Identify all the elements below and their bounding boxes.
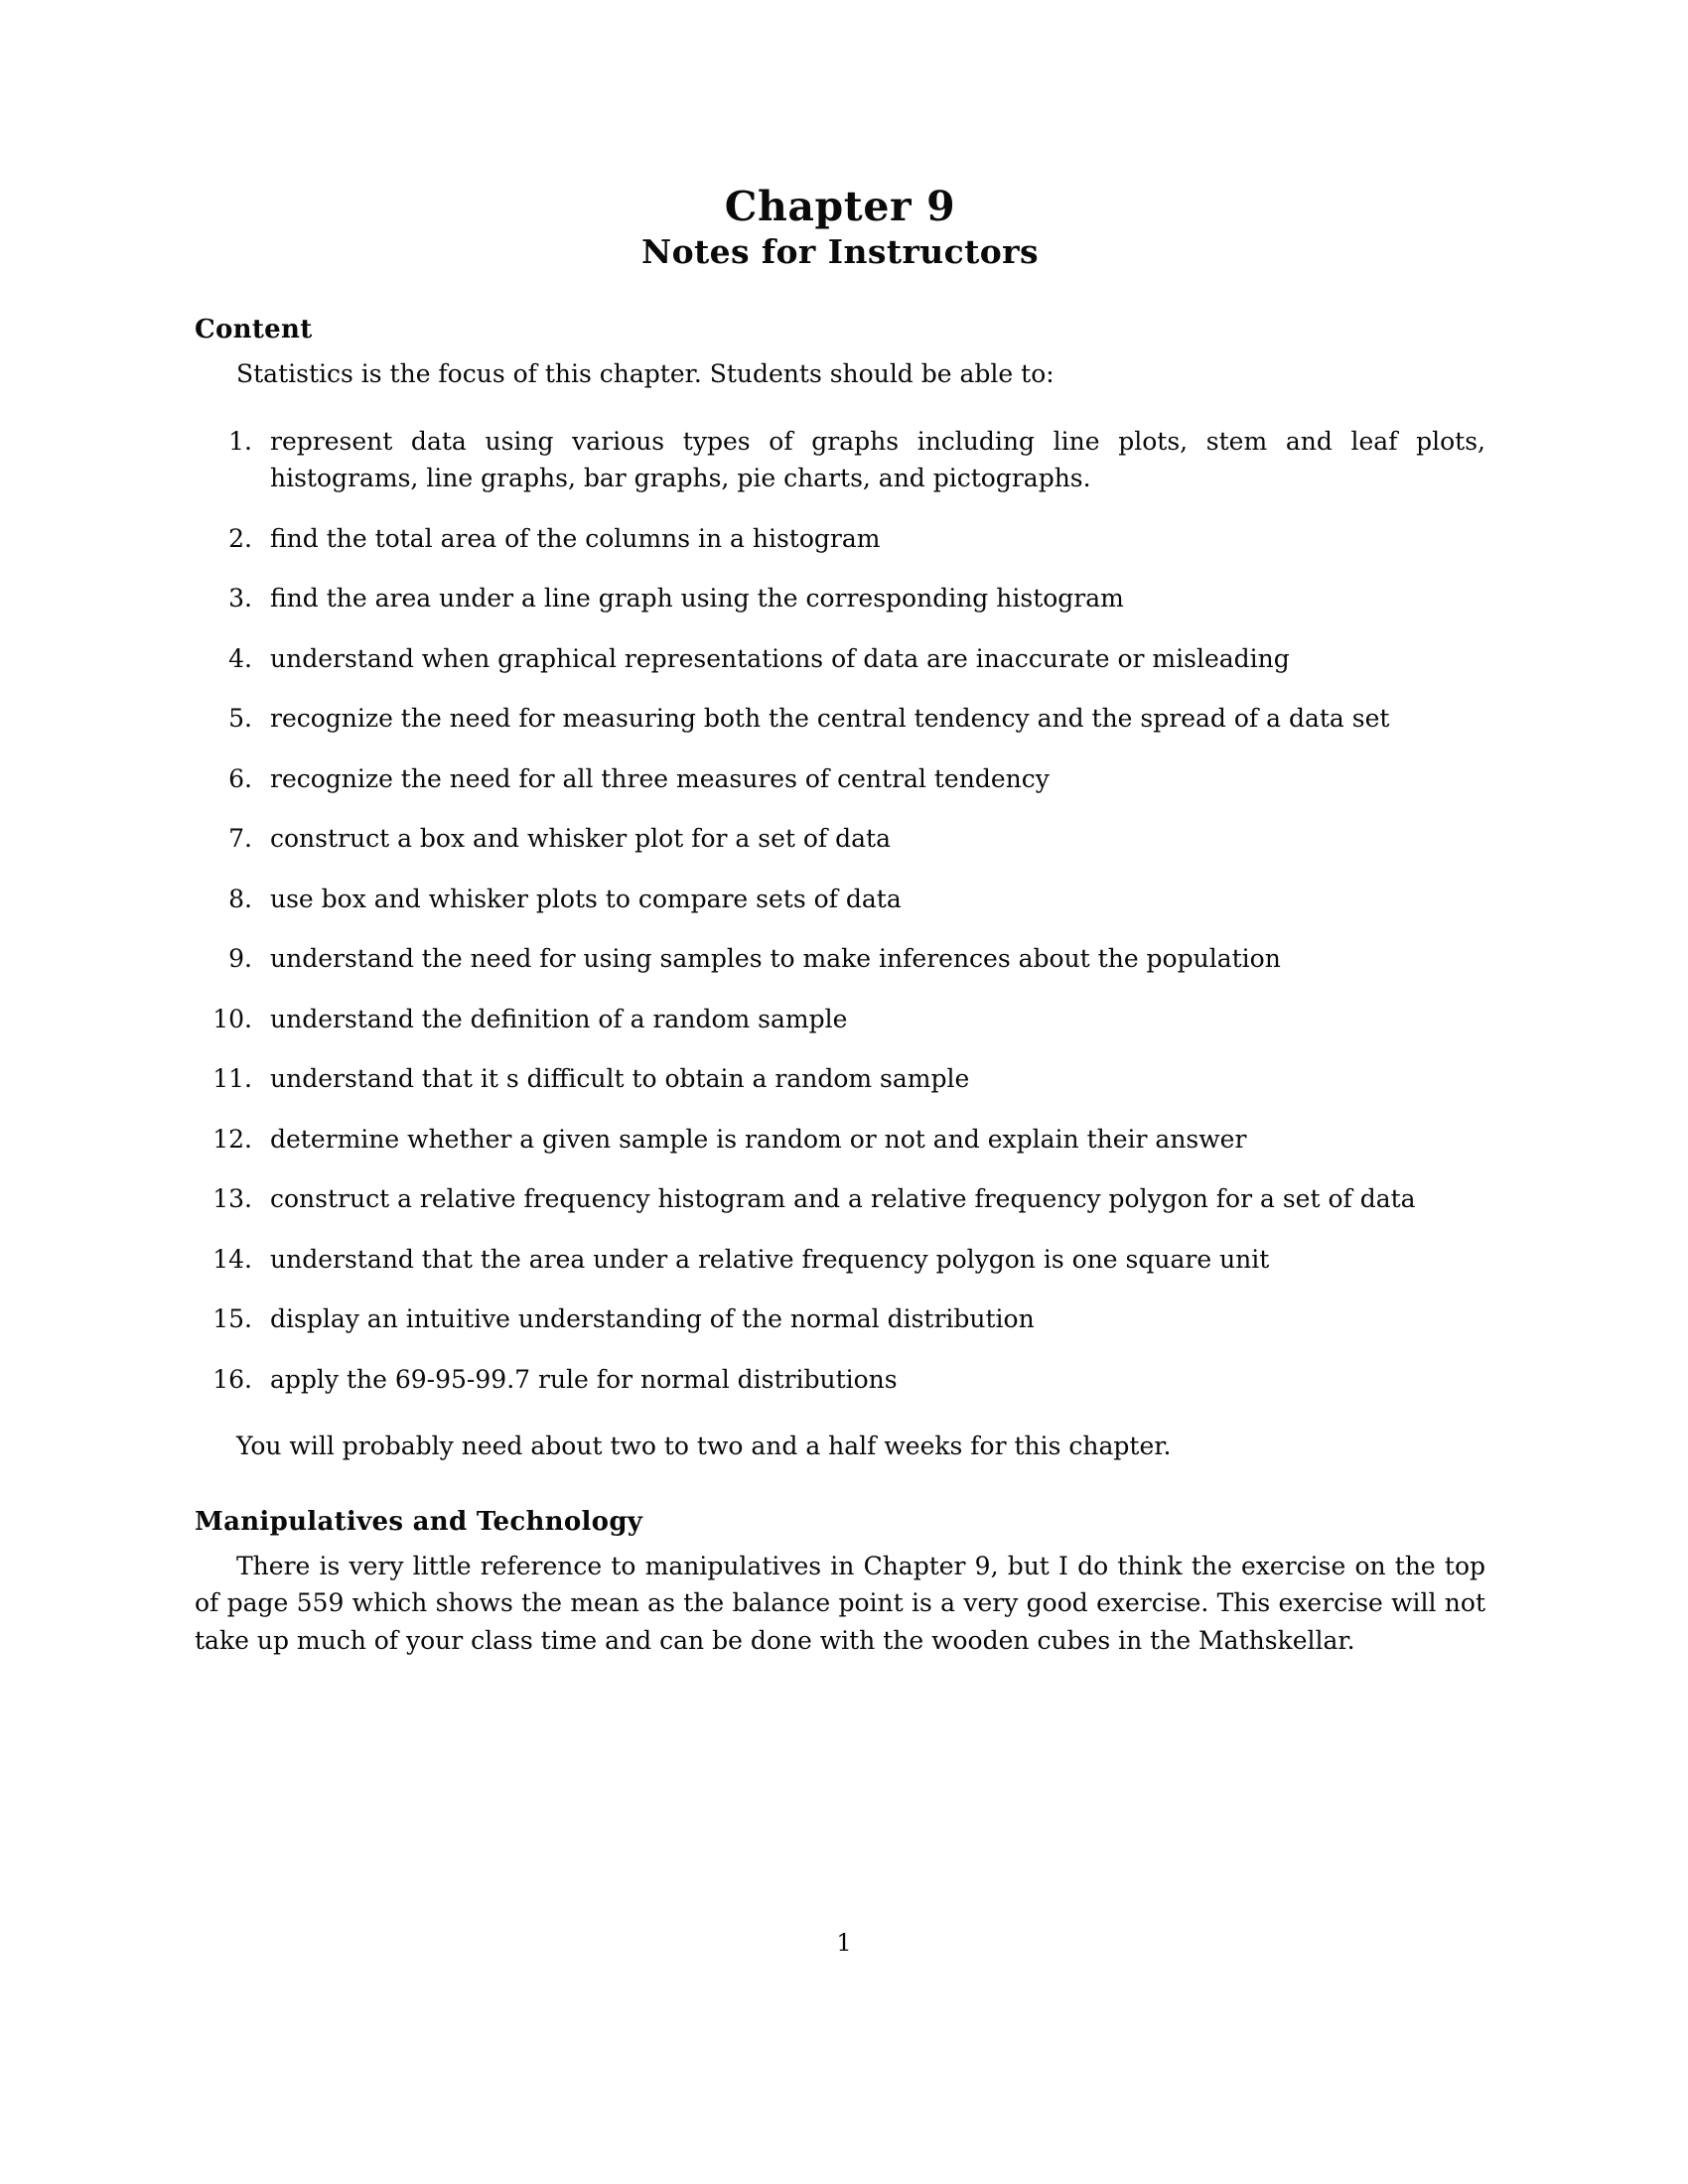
objective-item [195, 640, 1485, 678]
objective-number: 15. [212, 1304, 252, 1334]
objective-item [195, 1361, 1485, 1399]
objective-item [195, 881, 1485, 918]
objective-item [195, 580, 1485, 617]
objective-number: 2. [228, 523, 252, 553]
objective-text: understand the definition of a random sample [270, 1004, 848, 1033]
section-heading-manipulatives-and-technology: Manipulatives and Technology [195, 1506, 643, 1537]
objective-item [195, 1180, 1485, 1218]
objective-text: construct a box and whisker plot for a set of data [270, 824, 891, 854]
content-closing-paragraph: You will probably need about two to two and a half weeks for this chapter. [236, 1432, 1172, 1461]
objective-text: understand that the area under a relative frequency polygon is one square unit [270, 1244, 1270, 1274]
objectives-list [195, 423, 1485, 1399]
document-content-column [195, 185, 1485, 1659]
objective-text: represent data using various types of graphs including line plots, stem and leaf plots, histograms, line graphs, bar graphs, pie charts, and pictographs. [270, 426, 1485, 493]
objective-item [195, 520, 1485, 558]
objective-item [195, 423, 1485, 497]
content-intro-paragraph: Statistics is the focus of this chapter. Students should be able to: [236, 359, 1055, 389]
objective-text: understand the need for using samples to make inferences about the population [270, 944, 1281, 974]
objective-text: determine whether a given sample is random or not and explain their answer [270, 1124, 1247, 1154]
objective-number: 14. [212, 1244, 252, 1274]
objective-text: understand when graphical representations of data are inaccurate or misleading [270, 643, 1290, 673]
document-subtitle: Notes for Instructors [641, 231, 1039, 271]
manipulatives-paragraph: There is very little reference to manipulatives in Chapter 9, but I do think the exercise on the top of page 559 which shows the mean as the balance point is a very good exercise. This exercise will not take up much of your class time and can be done with the wooden cubes in the Mathskellar. [195, 1551, 1485, 1655]
objective-number: 12. [212, 1124, 252, 1154]
objective-text: recognize the need for all three measures of central tendency [270, 763, 1050, 793]
objective-text: find the total area of the columns in a histogram [270, 523, 881, 553]
objective-item [195, 1241, 1485, 1279]
document-title: Chapter 9 [724, 183, 956, 230]
title-block [195, 185, 1485, 271]
objective-item [195, 1001, 1485, 1038]
objective-text: find the area under a line graph using the corresponding histogram [270, 584, 1124, 614]
objective-text: recognize the need for measuring both the central tendency and the spread of a data set [270, 704, 1390, 734]
objective-item [195, 1300, 1485, 1338]
objective-number: 4. [228, 643, 252, 673]
objective-number: 11. [212, 1064, 252, 1094]
objective-number: 13. [212, 1184, 252, 1214]
section-heading-content: Content [195, 314, 313, 344]
objective-number: 1. [228, 426, 252, 456]
objective-item [195, 700, 1485, 738]
objective-item [195, 820, 1485, 858]
objective-text: understand that it s difficult to obtain a random sample [270, 1064, 970, 1094]
objective-item [195, 760, 1485, 798]
objective-number: 16. [212, 1364, 252, 1394]
objective-number: 6. [228, 763, 252, 793]
objective-text: use box and whisker plots to compare sets of data [270, 884, 902, 913]
objective-number: 10. [212, 1004, 252, 1033]
objective-item [195, 940, 1485, 978]
page-number: 1 [836, 1929, 852, 1957]
objective-number: 5. [228, 704, 252, 734]
objective-item [195, 1121, 1485, 1159]
objective-text: apply the 69-95-99.7 rule for normal distributions [270, 1364, 898, 1394]
objective-number: 7. [228, 824, 252, 854]
objective-text: construct a relative frequency histogram and a relative frequency polygon for a set of data [270, 1184, 1416, 1214]
objective-number: 8. [228, 884, 252, 913]
objective-text: display an intuitive understanding of the normal distribution [270, 1304, 1035, 1334]
objective-item [195, 1060, 1485, 1098]
objective-number: 9. [228, 944, 252, 974]
objective-number: 3. [228, 584, 252, 614]
